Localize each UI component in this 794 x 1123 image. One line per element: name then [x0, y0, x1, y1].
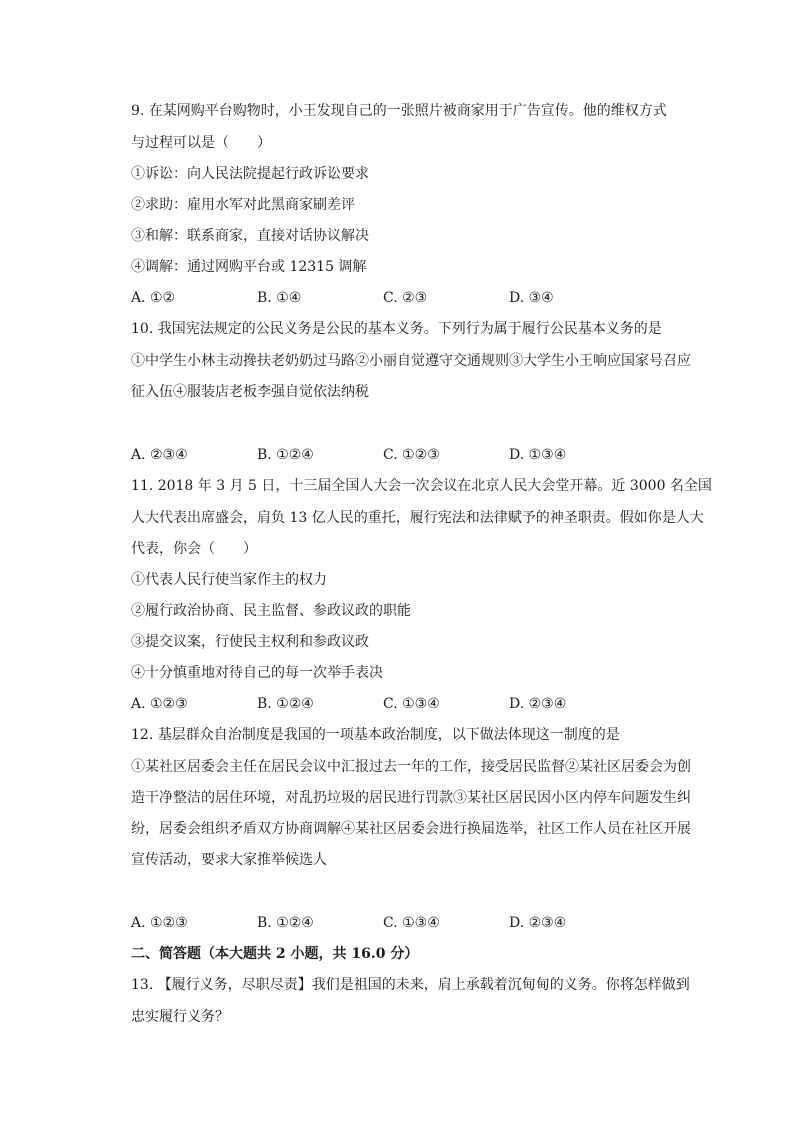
q10-option-b: B. ①②④: [257, 447, 314, 463]
q11-stem-line-3: 代表，你会（ ）: [131, 541, 257, 557]
q12-stem-line-4: 纷，居委会组织矛盾双方协商调解④某社区居委会进行换届选举，社区工作人员在社区开展: [131, 821, 691, 837]
q12-option-a: A. ①②③: [131, 915, 188, 931]
q9-options: [131, 288, 691, 308]
q9-item-4: ④调解：通过网购平台或 12315 调解: [131, 259, 367, 275]
q12-option-b: B. ①②④: [257, 915, 314, 931]
q12-options: [131, 913, 691, 933]
q10-option-d: D. ①③④: [509, 447, 567, 463]
q11-item-4: ④十分慎重地对待自己的每一次举手表决: [131, 665, 383, 681]
q11-stem-line-1: 11. 2018 年 3 月 5 日，十三届全国人大会一次会议在北京人民大会堂开幕。近 3000 名全国: [131, 478, 712, 494]
q9-option-a: A. ①②: [131, 290, 176, 306]
q11-item-3: ③提交议案，行使民主权利和参政议政: [131, 634, 369, 650]
q9-stem-line-2: 与过程可以是（ ）: [131, 135, 271, 151]
q9-item-2: ②求助：雇用水军对此黑商家刷差评: [131, 197, 355, 213]
q11-option-b: B. ①②④: [257, 696, 314, 712]
q10-option-c: C. ①②③: [383, 447, 440, 463]
q11-option-d: D. ②③④: [509, 696, 567, 712]
q10-stem-line-2: ①中学生小林主动搀扶老奶奶过马路②小丽自觉遵守交通规则③大学生小王响应国家号召应: [131, 353, 691, 369]
q10-option-a: A. ②③④: [131, 447, 188, 463]
q12-stem-line-2: ①某社区居委会主任在居民会议中汇报过去一年的工作，接受居民监督②某社区居委会为创: [131, 759, 691, 775]
q10-stem-line-3: 征入伍④服装店老板李强自觉依法纳税: [131, 384, 369, 400]
q11-stem-line-2: 人大代表出席盛会，肩负 13 亿人民的重托，履行宪法和法律赋予的神圣职责。假如你是人大: [131, 510, 704, 526]
q11-options: [131, 694, 691, 714]
q11-item-2: ②履行政治协商、民主监督、参政议政的职能: [131, 603, 411, 619]
q10-options: [131, 445, 691, 465]
q11-option-a: A. ①②③: [131, 696, 188, 712]
q12-stem-line-5: 宣传活动，要求大家推举候选人: [131, 852, 327, 868]
q9-option-d: D. ③④: [509, 290, 554, 306]
q12-stem-line-1: 12. 基层群众自治制度是我国的一项基本政治制度，以下做法体现这一制度的是: [131, 727, 620, 743]
q9-stem-line-1: 9. 在某网购平台购物时，小王发现自己的一张照片被商家用于广告宣传。他的维权方式: [131, 103, 667, 119]
q9-item-1: ①诉讼：向人民法院提起行政诉讼要求: [131, 166, 369, 182]
q12-stem-line-3: 造干净整洁的居住环境，对乱扔垃圾的居民进行罚款③某社区居民因小区内停车问题发生纠: [131, 790, 691, 806]
q9-option-b: B. ①④: [257, 290, 302, 306]
q10-stem-line-1: 10. 我国宪法规定的公民义务是公民的基本义务。下列行为属于履行公民基本义务的是: [131, 321, 662, 337]
q12-option-c: C. ①③④: [383, 915, 440, 931]
q11-option-c: C. ①③④: [383, 696, 440, 712]
q9-option-c: C. ②③: [383, 290, 428, 306]
section-2-heading: 二、简答题（本大题共 2 小题，共 16.0 分）: [131, 946, 419, 962]
q13-stem-line-2: 忠实履行义务？: [131, 1009, 229, 1025]
q11-item-1: ①代表人民行使当家作主的权力: [131, 572, 327, 588]
q12-option-d: D. ②③④: [509, 915, 567, 931]
q9-item-3: ③和解：联系商家，直接对话协议解决: [131, 228, 369, 244]
q13-stem-line-1: 13. 【履行义务，尽职尽责】我们是祖国的未来，肩上承载着沉甸甸的义务。你将怎样做到: [131, 977, 690, 993]
